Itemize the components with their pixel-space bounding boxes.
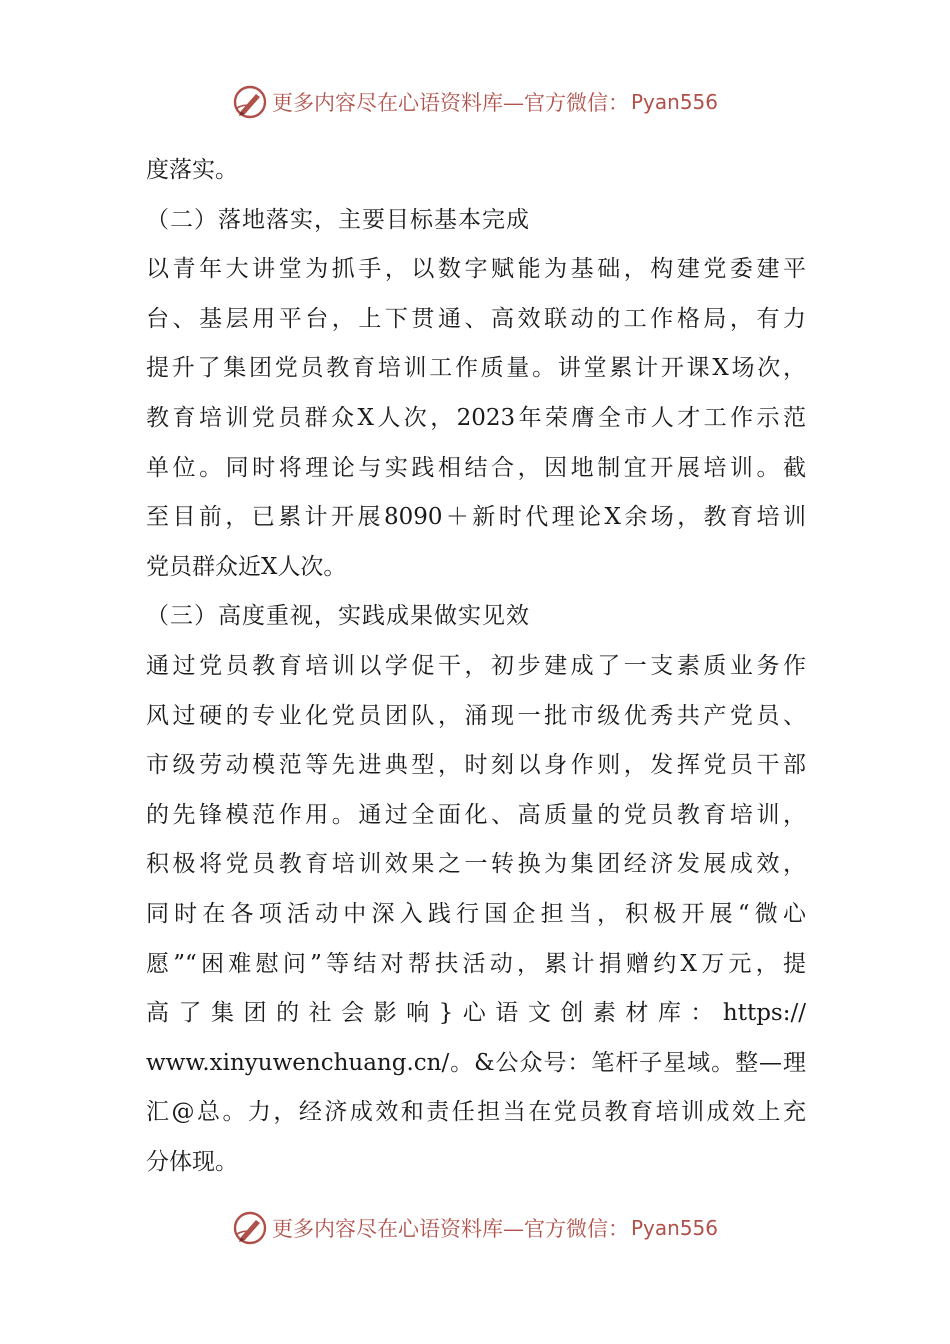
watermark-wechat-id: Pyan556 — [630, 1216, 718, 1240]
text-line: 通过党员教育培训以学促干，初步建成了一支素质业务作 — [146, 652, 806, 679]
section-heading: （三）高度重视，实践成果做实见效 — [146, 603, 530, 630]
text-line: 至目前，已累计开展8090＋新时代理论X余场，教育培训 — [146, 504, 806, 531]
text-line: 同时在各项活动中深入践行国企担当，积极开展“微心 — [146, 900, 806, 927]
text-line: 台、基层用平台，上下贯通、高效联动的工作格局，有力 — [146, 305, 806, 332]
text-line: www.xinyuwenchuang.cn/。&公众号：笔杆子星域。整—理 — [146, 1049, 806, 1076]
section-heading: （二）落地落实，主要目标基本完成 — [146, 206, 530, 233]
text-line: 以青年大讲堂为抓手，以数字赋能为基础，构建党委建平 — [146, 256, 806, 283]
text-line: 市级劳动模范等先进典型，时刻以身作则，发挥党员干部 — [146, 752, 806, 779]
footer-watermark — [0, 1208, 950, 1248]
header-watermark — [0, 82, 950, 122]
watermark-text: 更多内容尽在心语资料库—官方微信： — [271, 1217, 629, 1241]
text-line: 分体现。 — [146, 1148, 238, 1175]
text-line: 提升了集团党员教育培训工作质量。讲堂累计开课X场次， — [146, 355, 806, 382]
text-line: 单位。同时将理论与实践相结合，因地制宜开展培训。截 — [146, 454, 806, 481]
text-line: 党员群众近X人次。 — [146, 553, 347, 580]
text-line: 高了集团的社会影响}心语文创素材库：https:// — [146, 1000, 806, 1027]
text-line: 教育培训党员群众X人次，2023年荣膺全市人才工作示范 — [146, 404, 806, 431]
pen-logo-icon — [232, 1210, 268, 1246]
text-line: 积极将党员教育培训效果之一转换为集团经济发展成效， — [146, 851, 806, 878]
document-body — [146, 146, 806, 1187]
text-line: 的先锋模范作用。通过全面化、高质量的党员教育培训， — [146, 801, 806, 828]
text-line: 度落实。 — [146, 157, 238, 183]
watermark-text: 更多内容尽在心语资料库—官方微信： — [271, 91, 629, 115]
watermark-wechat-id: Pyan556 — [630, 90, 718, 114]
text-line: 风过硬的专业化党员团队，涌现一批市级优秀共产党员、 — [146, 702, 806, 729]
pen-logo-icon — [232, 84, 268, 120]
text-line: 汇@总。力，经济成效和责任担当在党员教育培训成效上充 — [146, 1099, 806, 1126]
text-line: 愿”“困难慰问”等结对帮扶活动，累计捐赠约X万元，提 — [146, 950, 806, 977]
